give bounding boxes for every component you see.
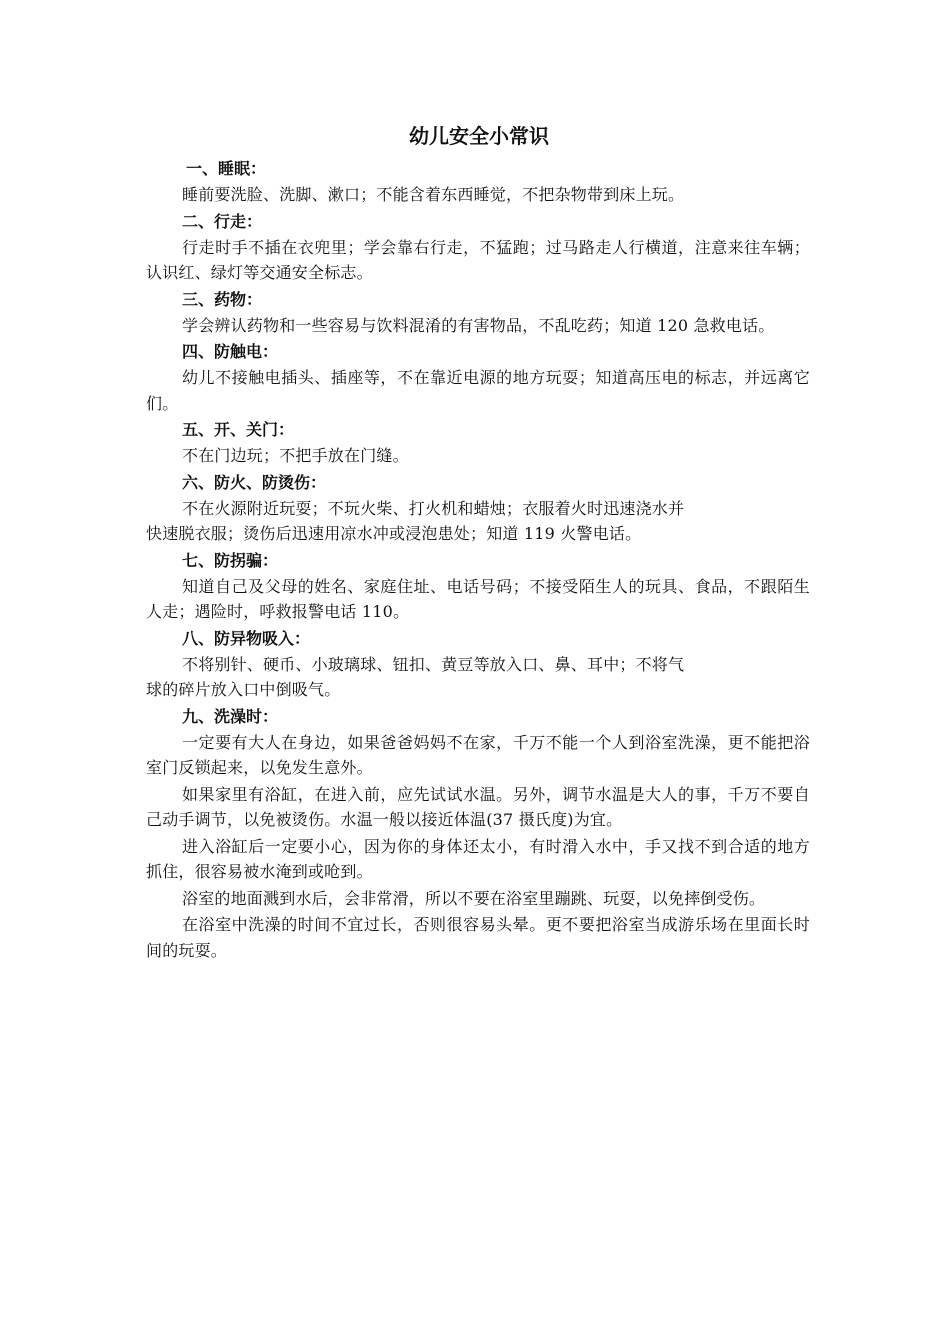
section-heading-fire-burns: 六、防火、防烫伤： [182, 472, 327, 492]
section-paragraph: 浴室的地面溅到水后，会非常滑，所以不要在浴室里蹦跳、玩耍，以免摔倒受伤。 [182, 888, 766, 908]
section-heading-walking: 二、行走： [182, 211, 263, 231]
section-heading-bathing: 九、洗澡时： [182, 706, 279, 726]
paragraph-line: 不将别针、硬币、小玻璃球、钮扣、黄豆等放入口、鼻、耳中；不将气 [182, 654, 685, 674]
section-paragraph: 不在门边玩；不把手放在门缝。 [182, 446, 409, 465]
section-heading-foreign-objects: 八、防异物吸入： [182, 628, 311, 648]
section-paragraph: 睡前要洗脸、洗脚、漱口；不能含着东西睡觉，不把杂物带到床上玩。 [182, 185, 685, 204]
section-paragraph: 学会辨认药物和一些容易与饮料混淆的有害物品，不乱吃药；知道 120 急救电话。 [182, 315, 775, 335]
section-paragraph: 一定要有大人在身边，如果爸爸妈妈不在家，千万不能一个人到浴室洗澡，更不能把浴室门反锁起来，以免发生意外。 [146, 732, 810, 777]
section-paragraph: 知道自己及父母的姓名、家庭住址、电话号码；不接受陌生人的玩具、食品，不跟陌生人走；遇险时，呼救报警电话 110。 [146, 576, 810, 621]
section-heading-medicine: 三、药物： [182, 289, 263, 309]
section-paragraph [146, 652, 810, 703]
paragraph-line: 快速脱衣服；烫伤后迅速用凉水冲或浸泡患处；知道 119 火警电话。 [146, 524, 642, 543]
section-heading-doors: 五、开、关门： [182, 420, 295, 439]
section-paragraph: 幼儿不接触电插头、插座等，不在靠近电源的地方玩耍；知道高压电的标志，并远离它们。 [146, 368, 810, 413]
section-heading-electric-shock: 四、防触电： [182, 342, 279, 361]
paragraph-line: 球的碎片放入口中倒吸气。 [146, 680, 341, 699]
section-paragraph: 行走时手不插在衣兜里；学会靠右行走，不猛跑；过马路走人行横道，注意来往车辆；认识红、绿灯等交通安全标志。 [146, 237, 810, 282]
section-heading-abduction: 七、防拐骗： [182, 550, 279, 570]
section-heading-sleep: 一、睡眠： [186, 159, 267, 178]
paragraph-line: 不在火源附近玩耍；不玩火柴、打火机和蜡烛；衣服着火时迅速浇水并 [182, 498, 685, 518]
section-paragraph: 如果家里有浴缸，在进入前，应先试试水温。另外，调节水温是大人的事，千万不要自己动手调节，以免被烫伤。水温一般以接近体温(37 摄氏度)为宜。 [146, 784, 810, 829]
section-paragraph: 进入浴缸后一定要小心，因为你的身体还太小，有时滑入水中，手又找不到合适的地方抓住，很容易被水淹到或呛到。 [146, 836, 810, 881]
section-paragraph [146, 496, 810, 547]
section-paragraph: 在浴室中洗澡的时间不宜过长，否则很容易头晕。更不要把浴室当成游乐场在里面长时间的玩耍。 [146, 915, 810, 960]
document-page [146, 118, 810, 964]
document-title: 幼儿安全小常识 [409, 124, 549, 148]
